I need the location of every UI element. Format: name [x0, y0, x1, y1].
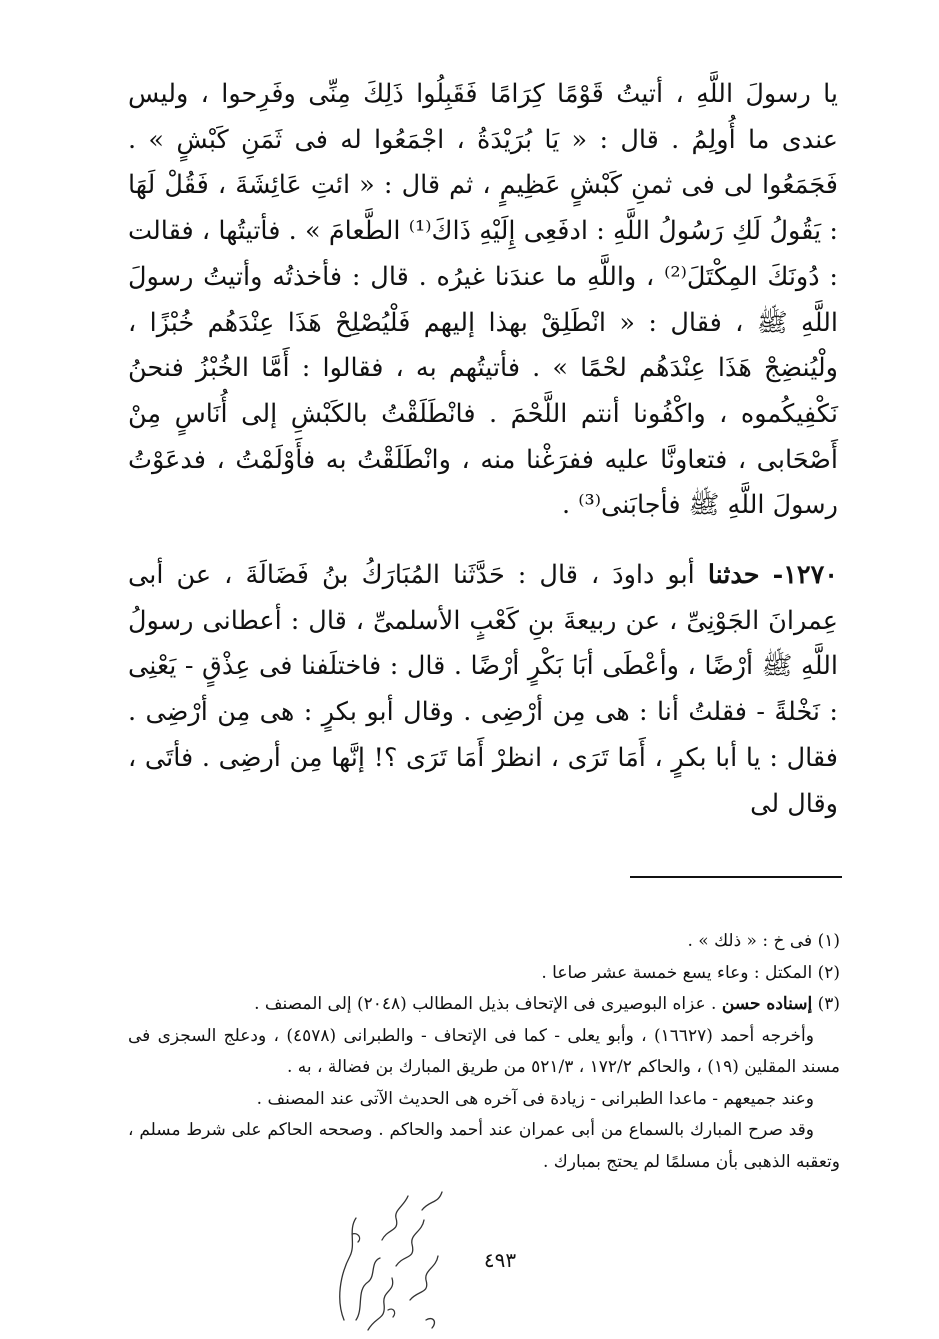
footnote-3-marker: (٣) [817, 994, 840, 1014]
footnote-3-text: . عزاه البوصيرى فى الإتحاف بذيل المطالب (٢٠٤٨) إلى المصنف . [254, 994, 717, 1014]
footnote-1: (١) فى خ : « ذلك » . [687, 931, 840, 951]
hadith-1270-text: أبو داودَ ، قال : حَدَّثَنا المُبَارَكُ بنُ فَضَالَةَ ، عن أبى عِمرانَ الجَوْنِىِّ ، عن ربيعةَ بنِ كَعْبٍ الأسلمىِّ ، قال : أعطانى رسولُ اللَّهِ ﷺ أرْضًا ، وأعْطَى أبَا بَكْرٍ أرْضًا . قال : فاختلَفنا فى عِذْقٍ - يَعْنِى : نَخْلةً - فقلتُ أنا : هى مِن أرْضِى . وقال أبو بكرٍ : هى مِن أرْضِى . فقال : يا أبا بكرٍ ، أَمَا تَرَى ، انظرْ أَمَا تَرَى ؟! إنَّها مِن أرضِى . فأتَى ، وقال لى [128, 560, 838, 819]
hadith-label: حدثنا [707, 560, 760, 591]
footnote-3-grading: إسناده حسن [721, 994, 813, 1014]
main-text [128, 72, 838, 827]
handwritten-note [326, 1170, 456, 1335]
hadith-number: ١٢٧٠- [772, 560, 839, 591]
footnote-2: (٢) المكتل : وعاء يسع خمسة عشر صاعا . [541, 962, 840, 983]
footnote-3-authentication: وقد صرح المبارك بالسماع من أبى عمران عند أحمد والحاكم . وصححه الحاكم على شرط مسلم ، وتعقبه الذهبى بأن مسلمًا لم يحتج بمبارك . [128, 1120, 840, 1172]
footnote-3-takhrij: وأخرجه أحمد (١٦٦٢٧) ، وأبو يعلى - كما فى الإتحاف - والطبرانى (٤٥٧٨) ، ودعلج السجزى فى مسند المقلين (١٩) ، والحاكم ١٧٢/٢ ، ٥٢١/٣ من طريق المبارك بن فضالة ، به . [128, 1025, 840, 1077]
page-number: ٤٩٣ [483, 1248, 517, 1272]
footnote-3-addition: وعند جميعهم - ماعدا الطبرانى - زيادة فى آخره هى الحديث الآتى عند المصنف . [256, 1088, 814, 1109]
hadith-1269-continuation: يا رسولَ اللَّهِ ، أتيتُ قَوْمًا كِرَامًا فَقَبِلُوا ذَلِكَ مِنِّى وفَرِحوا ، وليس عندى ما أُولِمُ . قال : « يَا بُرَيْدَةُ ، اجْمَعُوا له فى ثَمَنِ كَبْشٍ » . فَجَمَعُوا لى فى ثمنِ كَبْشٍ عَظِيمٍ ، ثم قال : « ائتِ عَائِشَةَ ، فَقُلْ لَهَا : يَقُولُ لَكِ رَسُولُ اللَّهِ : ادفَعِى إِلَيْهِ ذَاكَ⁽¹⁾ الطَّعامَ » . فأتيتُها ، فقالت : دُونَكَ المِكْتَلَ⁽²⁾ ، واللَّهِ ما عندَنا غيرُه . قال : فأخذتُه وأتيتُ رسولَ اللَّهِ ﷺ ، فقال : « انْطَلِقْ بهذا إليهم فَلْيُصْلِحْ هَذَا عِنْدَهُم خُبْزًا ، ولْيُنضِجْ هَذَا عِنْدَهُم لحْمًا » . فأتيتُهم به ، فقالوا : أَمَّا الخُبْزُ فنحنُ نَكْفِيكُموه ، واكْفُونا أنتم اللَّحْمَ . فانْطَلَقْتُ بالكَبْشِ إلى أُنَاسٍ مِنْ أَصْحَابى ، فتعاونَّا عليه ففرَغْنا منه ، وانْطَلَقْتُ به فأَوْلَمْتُ ، فدعَوْتُ رسولَ اللَّهِ ﷺ فأجابَنى⁽³⁾ . [128, 79, 838, 521]
footnote-3 [128, 989, 840, 1021]
hadith-separator [128, 529, 838, 553]
footnote-divider [630, 876, 842, 878]
hadith-1270 [128, 553, 838, 827]
footnotes [128, 926, 840, 1178]
